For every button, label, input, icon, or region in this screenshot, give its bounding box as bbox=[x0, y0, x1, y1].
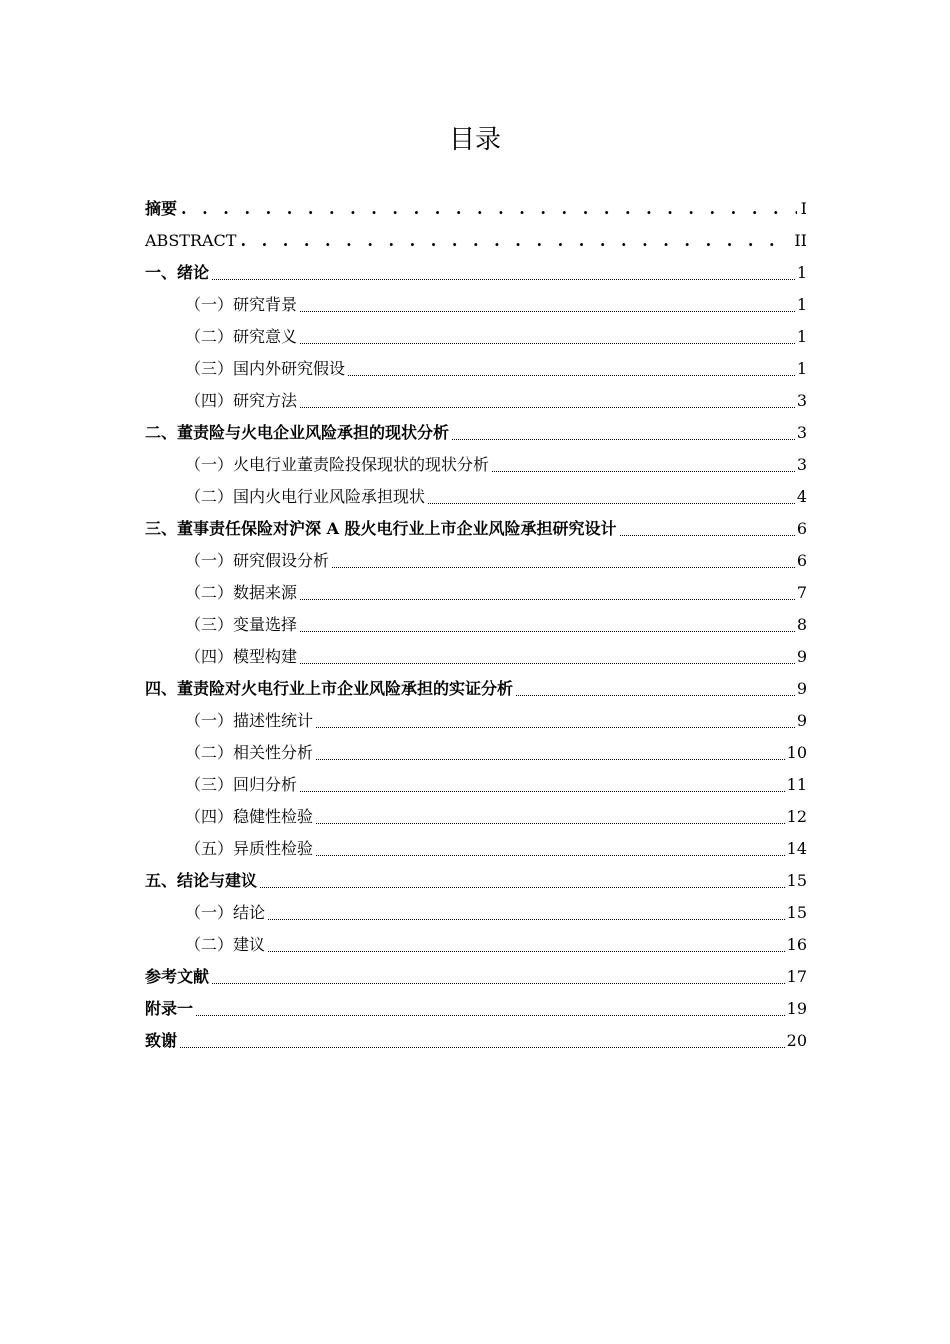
toc-entry-section-3-2[interactable] bbox=[145, 577, 807, 609]
toc-entry-label: 一、绪论 bbox=[145, 263, 210, 282]
dot-leader bbox=[181, 193, 797, 225]
toc-entry-page: 19 bbox=[786, 999, 807, 1018]
toc-entry-appendix[interactable] bbox=[145, 993, 807, 1025]
dot-leader bbox=[268, 919, 785, 920]
toc-entry-page: 16 bbox=[786, 935, 807, 954]
toc-entry-chapter-4[interactable] bbox=[145, 673, 807, 705]
toc-entry-page: 6 bbox=[796, 551, 807, 570]
toc-entry-label: （三）国内外研究假设 bbox=[185, 359, 346, 378]
dot-leader bbox=[332, 567, 795, 568]
toc-entry-page: 15 bbox=[786, 871, 807, 890]
dot-leader bbox=[300, 631, 795, 632]
toc-entry-label: （四）稳健性检验 bbox=[185, 807, 314, 826]
toc-entry-label: 二、董责险与火电企业风险承担的现状分析 bbox=[145, 423, 450, 442]
toc-entry-page: 1 bbox=[796, 295, 807, 314]
toc-entry-label: （四）模型构建 bbox=[185, 647, 298, 666]
dot-leader bbox=[212, 983, 785, 984]
toc-entry-chapter-1[interactable] bbox=[145, 257, 807, 289]
toc-entry-page: 3 bbox=[796, 423, 807, 442]
toc-entry-page: 20 bbox=[786, 1031, 807, 1050]
dot-leader bbox=[316, 727, 795, 728]
toc-entry-page: 6 bbox=[796, 519, 807, 538]
toc-entry-label: （二）国内火电行业风险承担现状 bbox=[185, 487, 426, 506]
toc-entry-references[interactable] bbox=[145, 961, 807, 993]
toc-entry-page: 9 bbox=[796, 647, 807, 666]
toc-entry-page: 4 bbox=[796, 487, 807, 506]
toc-entry-acknowledgements[interactable] bbox=[145, 1025, 807, 1057]
toc-entry-section-1-1[interactable] bbox=[145, 289, 807, 321]
toc-entry-label: 四、董责险对火电行业上市企业风险承担的实证分析 bbox=[145, 679, 514, 698]
dot-leader bbox=[492, 471, 795, 472]
toc-entry-page: 3 bbox=[796, 391, 807, 410]
toc-entry-chapter-2[interactable] bbox=[145, 417, 807, 449]
dot-leader bbox=[516, 695, 795, 696]
toc-entry-label: ABSTRACT bbox=[145, 231, 237, 250]
dot-leader bbox=[620, 535, 795, 536]
toc-entry-label: （四）研究方法 bbox=[185, 391, 298, 410]
toc-entry-page: II bbox=[794, 231, 807, 250]
toc-entry-label: （一）描述性统计 bbox=[185, 711, 314, 730]
dot-leader bbox=[300, 343, 795, 344]
dot-leader bbox=[316, 855, 785, 856]
toc-entry-section-1-2[interactable] bbox=[145, 321, 807, 353]
toc-entry-section-1-4[interactable] bbox=[145, 385, 807, 417]
toc-entry-section-4-2[interactable] bbox=[145, 737, 807, 769]
toc-entry-page: 17 bbox=[786, 967, 807, 986]
dot-leader bbox=[428, 503, 795, 504]
toc-entry-section-5-2[interactable] bbox=[145, 929, 807, 961]
toc-entry-section-4-3[interactable] bbox=[145, 769, 807, 801]
toc-entry-page: 15 bbox=[786, 903, 807, 922]
toc-entry-page: 1 bbox=[796, 263, 807, 282]
toc-entry-section-3-3[interactable] bbox=[145, 609, 807, 641]
toc-entry-section-5-1[interactable] bbox=[145, 897, 807, 929]
toc-entry-page: 12 bbox=[786, 807, 807, 826]
toc-entry-label: 附录一 bbox=[145, 999, 194, 1018]
toc-entry-section-4-4[interactable] bbox=[145, 801, 807, 833]
toc-entry-label: 五、结论与建议 bbox=[145, 871, 258, 890]
toc-entry-label: （二）数据来源 bbox=[185, 583, 298, 602]
dot-leader bbox=[300, 791, 785, 792]
toc-entry-page: 1 bbox=[796, 327, 807, 346]
toc-entry-label: （一）研究背景 bbox=[185, 295, 298, 314]
toc-entry-label: 三、董事责任保险对沪深 A 股火电行业上市企业风险承担研究设计 bbox=[145, 519, 617, 538]
dot-leader bbox=[316, 823, 785, 824]
toc-entry-page: 9 bbox=[796, 711, 807, 730]
toc-entry-label: （二）相关性分析 bbox=[185, 743, 314, 762]
table-of-contents bbox=[145, 193, 807, 1057]
toc-entry-label: （一）研究假设分析 bbox=[185, 551, 330, 570]
toc-entry-section-3-1[interactable] bbox=[145, 545, 807, 577]
toc-entry-label: 致谢 bbox=[145, 1031, 178, 1050]
toc-entry-label: （一）火电行业董责险投保现状的现状分析 bbox=[185, 455, 490, 474]
dot-leader bbox=[212, 279, 795, 280]
toc-entry-section-4-5[interactable] bbox=[145, 833, 807, 865]
toc-entry-page: 7 bbox=[796, 583, 807, 602]
dot-leader bbox=[300, 663, 795, 664]
toc-entry-page: I bbox=[800, 199, 807, 218]
toc-entry-label: （三）变量选择 bbox=[185, 615, 298, 634]
dot-leader bbox=[196, 1015, 785, 1016]
toc-entry-label: （二）研究意义 bbox=[185, 327, 298, 346]
toc-entry-chapter-5[interactable] bbox=[145, 865, 807, 897]
toc-entry-section-2-1[interactable] bbox=[145, 449, 807, 481]
toc-entry-page: 8 bbox=[796, 615, 807, 634]
dot-leader bbox=[300, 407, 795, 408]
toc-entry-label: （一）结论 bbox=[185, 903, 266, 922]
dot-leader bbox=[180, 1047, 785, 1048]
toc-entry-label: 参考文献 bbox=[145, 967, 210, 986]
toc-entry-page: 3 bbox=[796, 455, 807, 474]
toc-entry-label: 摘要 bbox=[145, 199, 178, 218]
dot-leader bbox=[348, 375, 795, 376]
toc-entry-label: （五）异质性检验 bbox=[185, 839, 314, 858]
page-title: 目录 bbox=[448, 125, 501, 155]
dot-leader bbox=[316, 759, 785, 760]
dot-leader bbox=[452, 439, 795, 440]
toc-entry-section-1-3[interactable] bbox=[145, 353, 807, 385]
toc-entry-page: 1 bbox=[796, 359, 807, 378]
dot-leader bbox=[300, 599, 795, 600]
dot-leader bbox=[260, 887, 785, 888]
toc-entry-section-4-1[interactable] bbox=[145, 705, 807, 737]
dot-leader bbox=[268, 951, 785, 952]
toc-entry-page: 11 bbox=[786, 775, 807, 794]
toc-entry-page: 14 bbox=[786, 839, 807, 858]
toc-entry-abstract-cn[interactable] bbox=[145, 193, 807, 225]
toc-entry-label: （三）回归分析 bbox=[185, 775, 298, 794]
toc-entry-label: （二）建议 bbox=[185, 935, 266, 954]
dot-leader bbox=[300, 311, 795, 312]
toc-entry-section-3-4[interactable] bbox=[145, 641, 807, 673]
toc-entry-section-2-2[interactable] bbox=[145, 481, 807, 513]
toc-entry-abstract-en[interactable] bbox=[145, 225, 807, 257]
toc-entry-chapter-3[interactable] bbox=[145, 513, 807, 545]
dot-leader bbox=[240, 225, 790, 257]
toc-entry-page: 9 bbox=[796, 679, 807, 698]
toc-entry-page: 10 bbox=[786, 743, 807, 762]
